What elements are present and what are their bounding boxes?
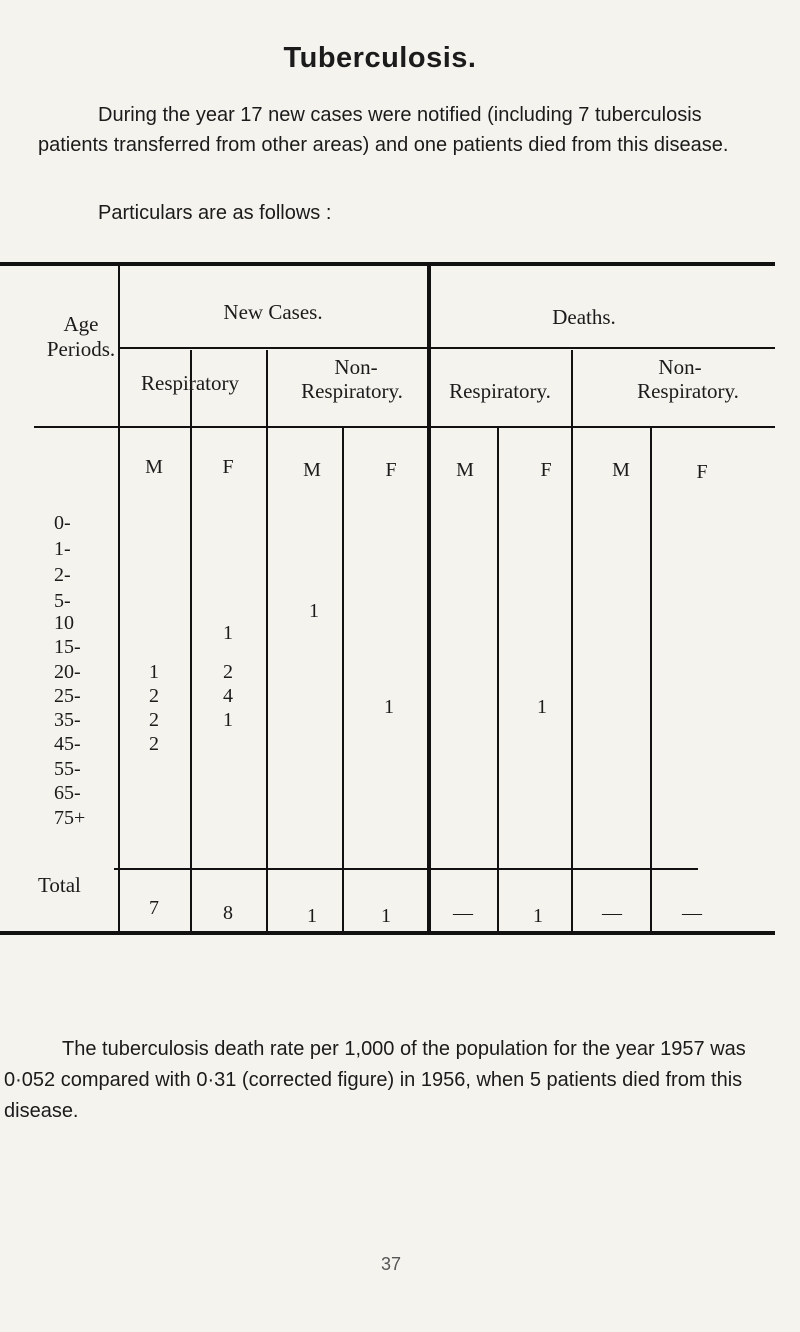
death-rate-paragraph: The tuberculosis death rate per 1,000 of the population for the year 1957 was 0·052 compared with 0·31 (corrected figure) in 1956, when 5 patients died from this disease.: [4, 1038, 746, 1122]
age-periods-header: Age Periods.: [46, 312, 116, 361]
total-new-resp-f: 8: [223, 902, 233, 924]
sex-m-death-nonresp: M: [612, 459, 630, 481]
deaths-respiratory-header: Respiratory.: [449, 379, 551, 403]
cell-new-resp-m: 2: [149, 685, 159, 707]
age-period: 35-: [54, 709, 81, 731]
deaths-non-respiratory-header-line1: Non-: [658, 355, 702, 379]
sex-m-new-resp: M: [145, 456, 163, 478]
total-rule: [114, 868, 698, 870]
age-period: 75+: [54, 807, 86, 829]
sex-header-rule: [34, 426, 775, 428]
respiratory-header: Respiratory: [141, 371, 239, 395]
death-nonresp-col-divider: [571, 350, 573, 932]
sex-f-death-resp: F: [540, 459, 552, 481]
age-period: 45-: [54, 733, 81, 755]
non-respiratory-header-line1: Non-: [334, 355, 378, 379]
cell-new-resp-f: 1: [223, 709, 233, 731]
sex-f-new-nonresp: F: [385, 459, 397, 481]
page-number: 37: [381, 1254, 402, 1274]
cell-new-resp-f: 4: [223, 685, 233, 707]
page-title: Tuberculosis.: [283, 42, 477, 74]
age-period: 55-: [54, 758, 81, 780]
death-nonresp-sex-divider: [650, 428, 652, 932]
cell-new-resp-m: 1: [149, 661, 159, 683]
new-cases-header: New Cases.: [223, 300, 323, 324]
particulars-line: Particulars are as follows :: [98, 202, 332, 224]
cell-new-resp-m: 2: [149, 709, 159, 731]
subheader-rule: [120, 347, 775, 349]
intro-paragraph: During the year 17 new cases were notified (including 7 tuberculosis patients transferred from other areas) and one patients died from this disease.: [38, 104, 729, 156]
sex-m-death-resp: M: [456, 459, 474, 481]
age-period: 10: [54, 612, 74, 634]
sex-f-death-nonresp: F: [696, 461, 708, 483]
cell-new-nonresp-m: 1: [309, 600, 319, 622]
sex-m-new-nonresp: M: [303, 459, 321, 481]
age-period: 20-: [54, 661, 81, 683]
total-new-nonresp-m: 1: [307, 905, 317, 927]
age-period: 15-: [54, 636, 81, 658]
total-death-resp-f: 1: [533, 905, 543, 927]
age-period: 5-: [54, 590, 71, 612]
cell-new-nonresp-f: 1: [384, 696, 394, 718]
non-respiratory-header-line2: Respiratory.: [301, 379, 403, 403]
cell-death-resp-f: 1: [537, 696, 547, 718]
total-new-resp-m: 7: [149, 897, 159, 919]
death-resp-col-divider: [497, 428, 499, 932]
table-top-rule: [0, 262, 775, 266]
cell-new-resp-m: 2: [149, 733, 159, 755]
total-death-nonresp-m: —: [602, 902, 622, 924]
total-new-nonresp-f: 1: [381, 905, 391, 927]
nonresp-col-divider: [342, 428, 344, 932]
deaths-header: Deaths.: [552, 305, 616, 329]
age-period: 65-: [54, 782, 81, 804]
age-period: 1-: [54, 538, 71, 560]
age-period: 2-: [54, 564, 71, 586]
total-death-resp-m: —: [453, 902, 473, 924]
deaths-col-divider: [427, 262, 431, 932]
age-period: 0-: [54, 512, 71, 534]
age-period: 25-: [54, 685, 81, 707]
resp-col-divider: [190, 350, 192, 932]
cell-new-resp-f: 2: [223, 661, 233, 683]
newcases-col-divider: [266, 350, 268, 932]
sex-f-new-resp: F: [222, 456, 234, 478]
deaths-non-respiratory-header-line2: Respiratory.: [637, 379, 739, 403]
total-death-nonresp-f: —: [682, 902, 702, 924]
total-label: Total: [38, 873, 81, 897]
table-bottom-rule: [0, 931, 775, 935]
cell-new-resp-f: 1: [223, 622, 233, 644]
age-col-divider: [118, 262, 120, 932]
